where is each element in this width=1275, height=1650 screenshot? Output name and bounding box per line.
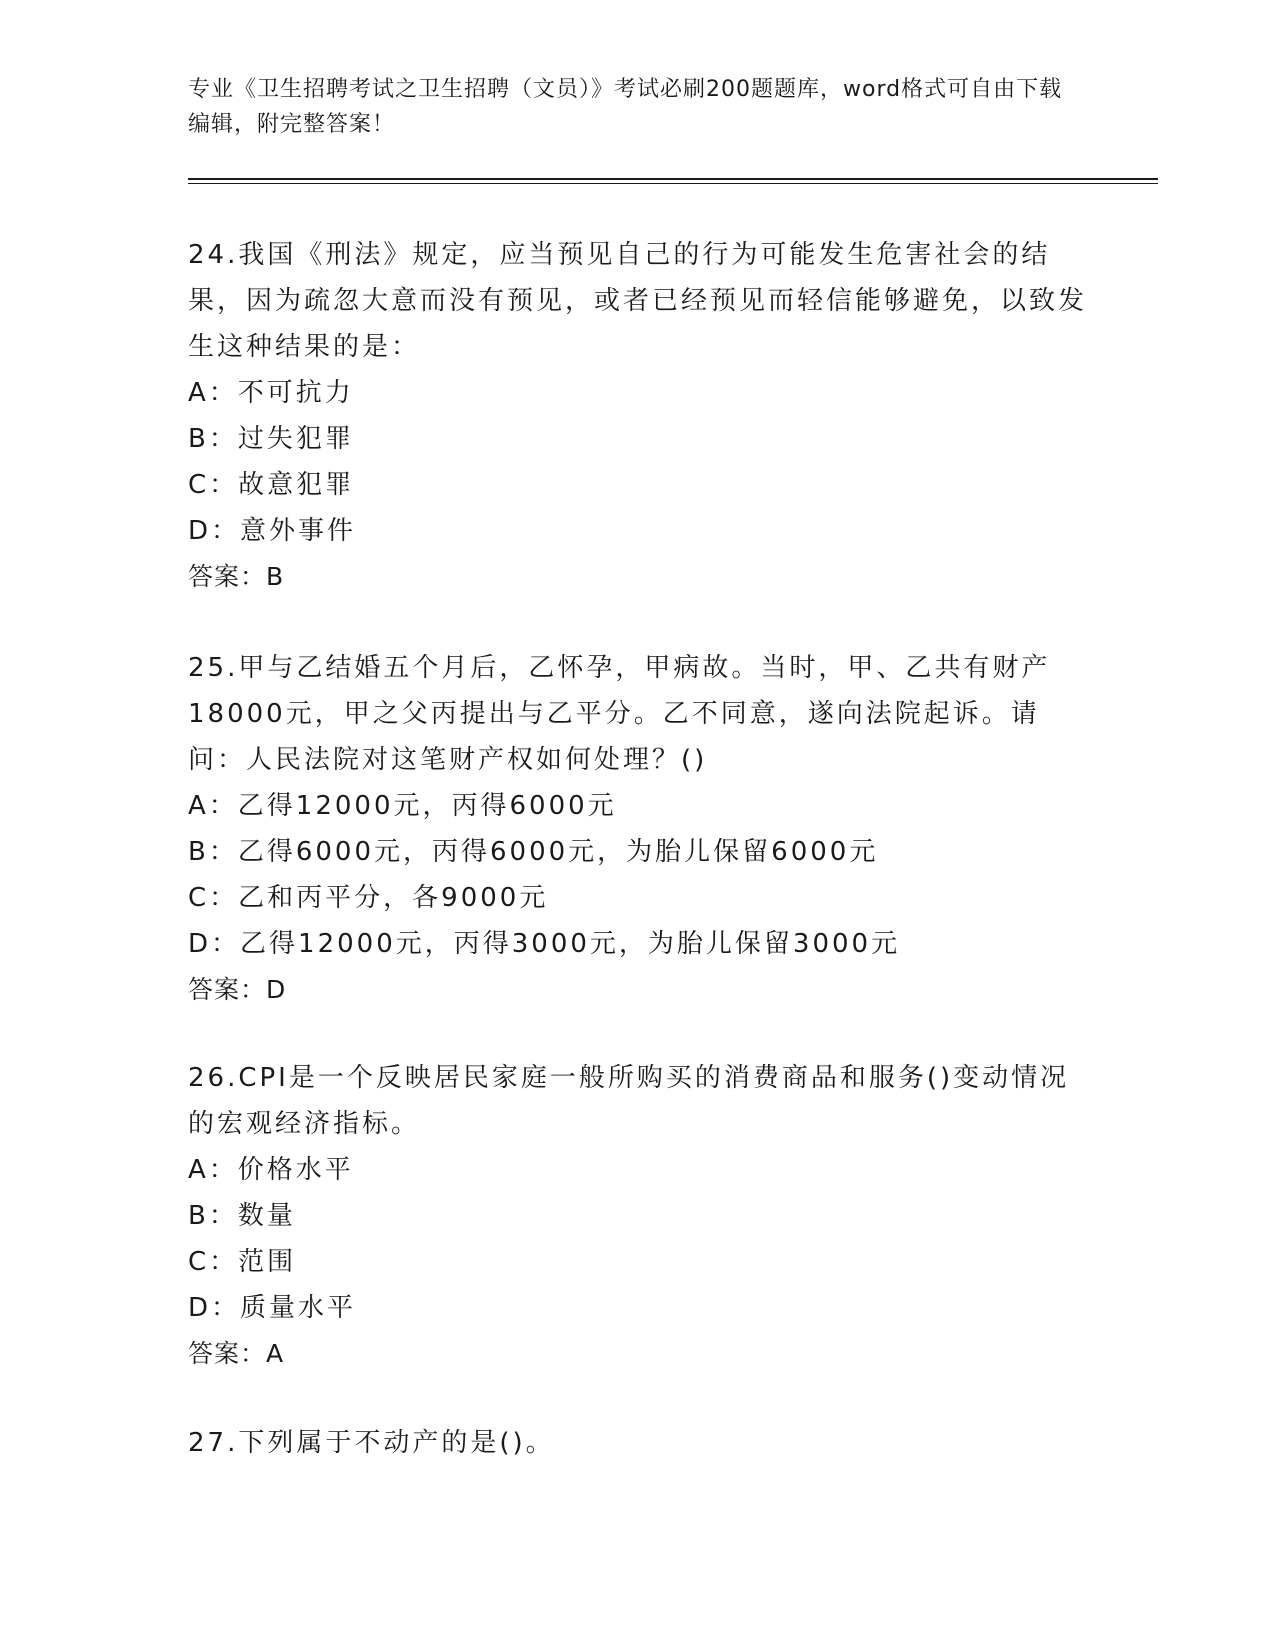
question-stem: 24.我国《刑法》规定，应当预见自己的行为可能发生危害社会的结果，因为疏忽大意而没有预见，或者已经预见而轻信能够避免，以致发生这种结果的是：	[188, 240, 1088, 362]
option-c: C：范围	[188, 1247, 297, 1277]
question-25	[188, 645, 1088, 1013]
option-d: D：质量水平	[188, 1293, 357, 1323]
option-c: C：乙和丙平分，各9000元	[188, 883, 549, 913]
option-a: A：价格水平	[188, 1155, 354, 1185]
option-b: B：数量	[188, 1201, 296, 1231]
question-26	[188, 1055, 1088, 1377]
option-c: C：故意犯罪	[188, 470, 355, 500]
question-stem: 26.CPI是一个反映居民家庭一般所购买的消费商品和服务()变动情况的宏观经济指标。	[188, 1063, 1070, 1139]
option-a: A：不可抗力	[188, 378, 354, 408]
document-header: 专业《卫生招聘考试之卫生招聘（文员）》考试必刷200题题库，word格式可自由下载编辑，附完整答案！	[188, 77, 1063, 137]
question-stem: 25.甲与乙结婚五个月后，乙怀孕，甲病故。当时，甲、乙共有财产18000元，甲之父丙提出与乙平分。乙不同意，遂向法院起诉。请问：人民法院对这笔财产权如何处理？()	[188, 653, 1051, 775]
header-divider-thin	[188, 183, 1158, 184]
question-27	[188, 1420, 1088, 1466]
option-b: B：乙得6000元，丙得6000元，为胎儿保留6000元	[188, 837, 879, 867]
question-24	[188, 232, 1088, 600]
answer: 答案：D	[188, 975, 287, 1004]
answer: 答案：B	[188, 562, 285, 591]
option-d: D：乙得12000元，丙得3000元，为胎儿保留3000元	[188, 929, 901, 959]
option-d: D：意外事件	[188, 516, 357, 546]
header-divider-thick	[188, 178, 1158, 180]
answer: 答案：A	[188, 1339, 285, 1368]
option-a: A：乙得12000元，丙得6000元	[188, 791, 617, 821]
option-b: B：过失犯罪	[188, 424, 354, 454]
question-stem: 27.下列属于不动产的是()。	[188, 1428, 555, 1458]
